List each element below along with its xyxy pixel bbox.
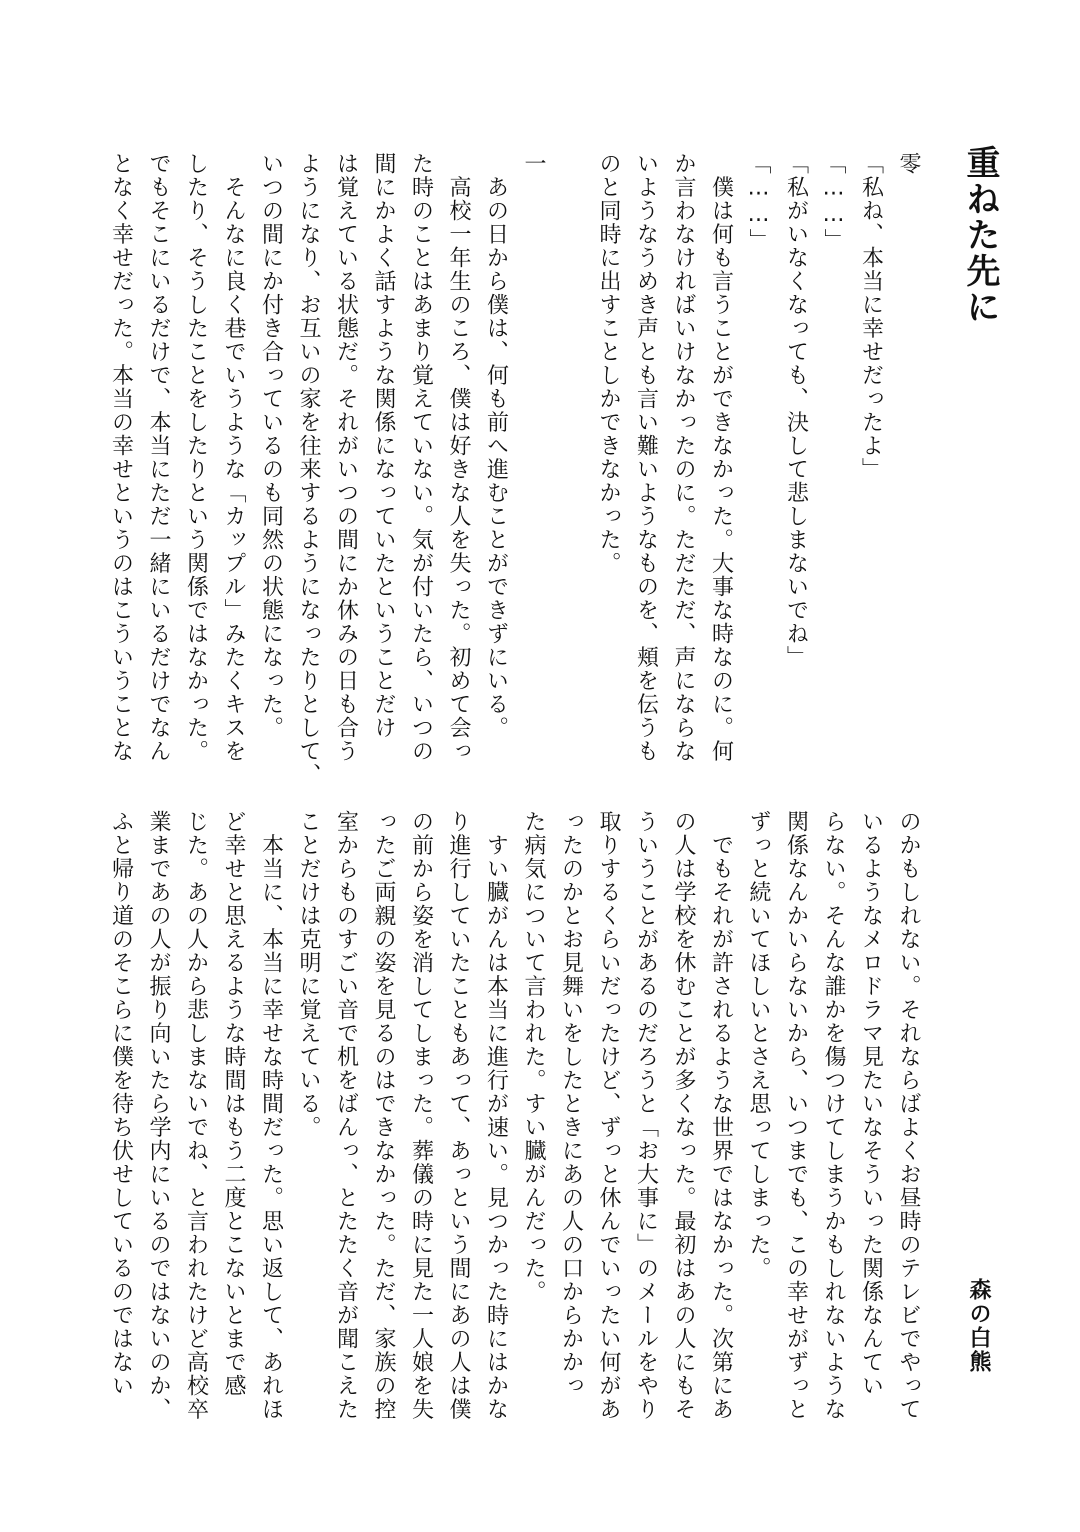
text-column: らない。そんな誰かを傷つけてしまうかもしれないような xyxy=(821,810,846,1421)
text-column: ことだけは克明に覚えている。 xyxy=(296,810,321,1139)
text-column: 僕は何も言うことができなかった。大事な時なのに。何 xyxy=(708,152,734,763)
text-column: 関係なんかいらないから、いつまでも、この幸せがずっと xyxy=(783,810,809,1421)
text-column: のかもしれない。それならばよくお昼時のテレビでやって xyxy=(896,810,921,1421)
text-column: 高校一年生のころ、僕は好きな人を失った。初めて会っ xyxy=(446,152,471,763)
text-column: でもそれが許されるような世界ではなかった。次第にあ xyxy=(708,810,734,1421)
text-column: は覚えている状態だ。それがいつの間にか休みの日も合う xyxy=(333,152,359,763)
text-column: ど幸せと思えるような時間はもう二度とこないとまで感 xyxy=(221,810,246,1398)
text-column: の前から姿を消してしまった。葬儀の時に見た一人娘を失 xyxy=(408,810,434,1421)
text-column: 「……」 xyxy=(746,152,771,252)
text-column: ようになり、お互いの家を往来するようになったりとして、 xyxy=(296,152,321,787)
text-column: ういうことがあるのだろうと「お大事に」のメールをやり xyxy=(633,810,659,1421)
section-heading: 零 xyxy=(896,152,921,176)
text-column: ったのかとお見舞いをしたときにあの人の口からかかっ xyxy=(558,810,584,1398)
text-column: すい臓がんは本当に進行が速い。見つかった時にはかな xyxy=(483,810,509,1421)
text-column: 取りするくらいだったけど、ずっと休んでいったい何があ xyxy=(596,810,621,1421)
text-column: 間にかよく話すような関係になっていたということだけ xyxy=(371,152,396,740)
text-column: た時のことはあまり覚えていない。気が付いたら、いつの xyxy=(408,152,434,763)
text-column: か言わなければいけなかったのに。ただただ、声にならな xyxy=(671,152,696,763)
text-column: のと同時に出すことしかできなかった。 xyxy=(596,152,621,575)
text-column: となく幸せだった。本当の幸せというのはこういうことな xyxy=(108,152,134,763)
text-column: 室からものすごい音で机をばんっ、とたたく音が聞こえた xyxy=(333,810,359,1421)
text-column: いつの間にか付き合っているのも同然の状態になった。 xyxy=(258,152,284,740)
text-column: いるようなメロドラマ見たいなそういった関係なんてい xyxy=(858,810,884,1398)
text-column: そんなに良く巷でいうような「カップル」みたくキスを xyxy=(221,152,246,763)
text-column: いようなうめき声とも言い難いようなものを、頬を伝うも xyxy=(633,152,659,763)
text-column: 「……」 xyxy=(821,152,846,252)
text-column: 「私ね、本当に幸せだったよ」 xyxy=(858,152,884,481)
story-title: 重ねた先に xyxy=(960,145,1000,325)
text-column: あの日から僕は、何も前へ進むことができずにいる。 xyxy=(483,152,509,740)
text-column: た病気について言われた。すい臓がんだった。 xyxy=(521,810,546,1304)
text-column: ふと帰り道のそこらに僕を待ち伏せしているのではない xyxy=(108,810,134,1398)
text-column: でもそこにいるだけで、本当にただ一緒にいるだけでなん xyxy=(146,152,171,763)
text-column: 業まであの人が振り向いたら学内にいるのではないのか、 xyxy=(146,810,171,1421)
text-column: ずっと続いてほしいとさえ思ってしまった。 xyxy=(746,810,771,1280)
text-column: したり、そうしたことをしたりという関係ではなかった。 xyxy=(183,152,209,763)
text-column: 「私がいなくなっても、決して悲しまないでね」 xyxy=(783,152,809,669)
text-column: の人は学校を休むことが多くなった。最初はあの人にもそ xyxy=(671,810,696,1421)
author-name: 森の白熊 xyxy=(966,1278,991,1374)
section-heading: 一 xyxy=(521,152,546,176)
text-column: ったご両親の姿を見るのはできなかった。ただ、家族の控 xyxy=(371,810,396,1421)
text-column: り進行していたこともあって、あっという間にあの人は僕 xyxy=(446,810,471,1421)
text-column: じた。あの人から悲しまないでね、と言われたけど高校卒 xyxy=(183,810,209,1421)
text-column: 本当に、本当に幸せな時間だった。思い返して、あれほ xyxy=(258,810,284,1421)
